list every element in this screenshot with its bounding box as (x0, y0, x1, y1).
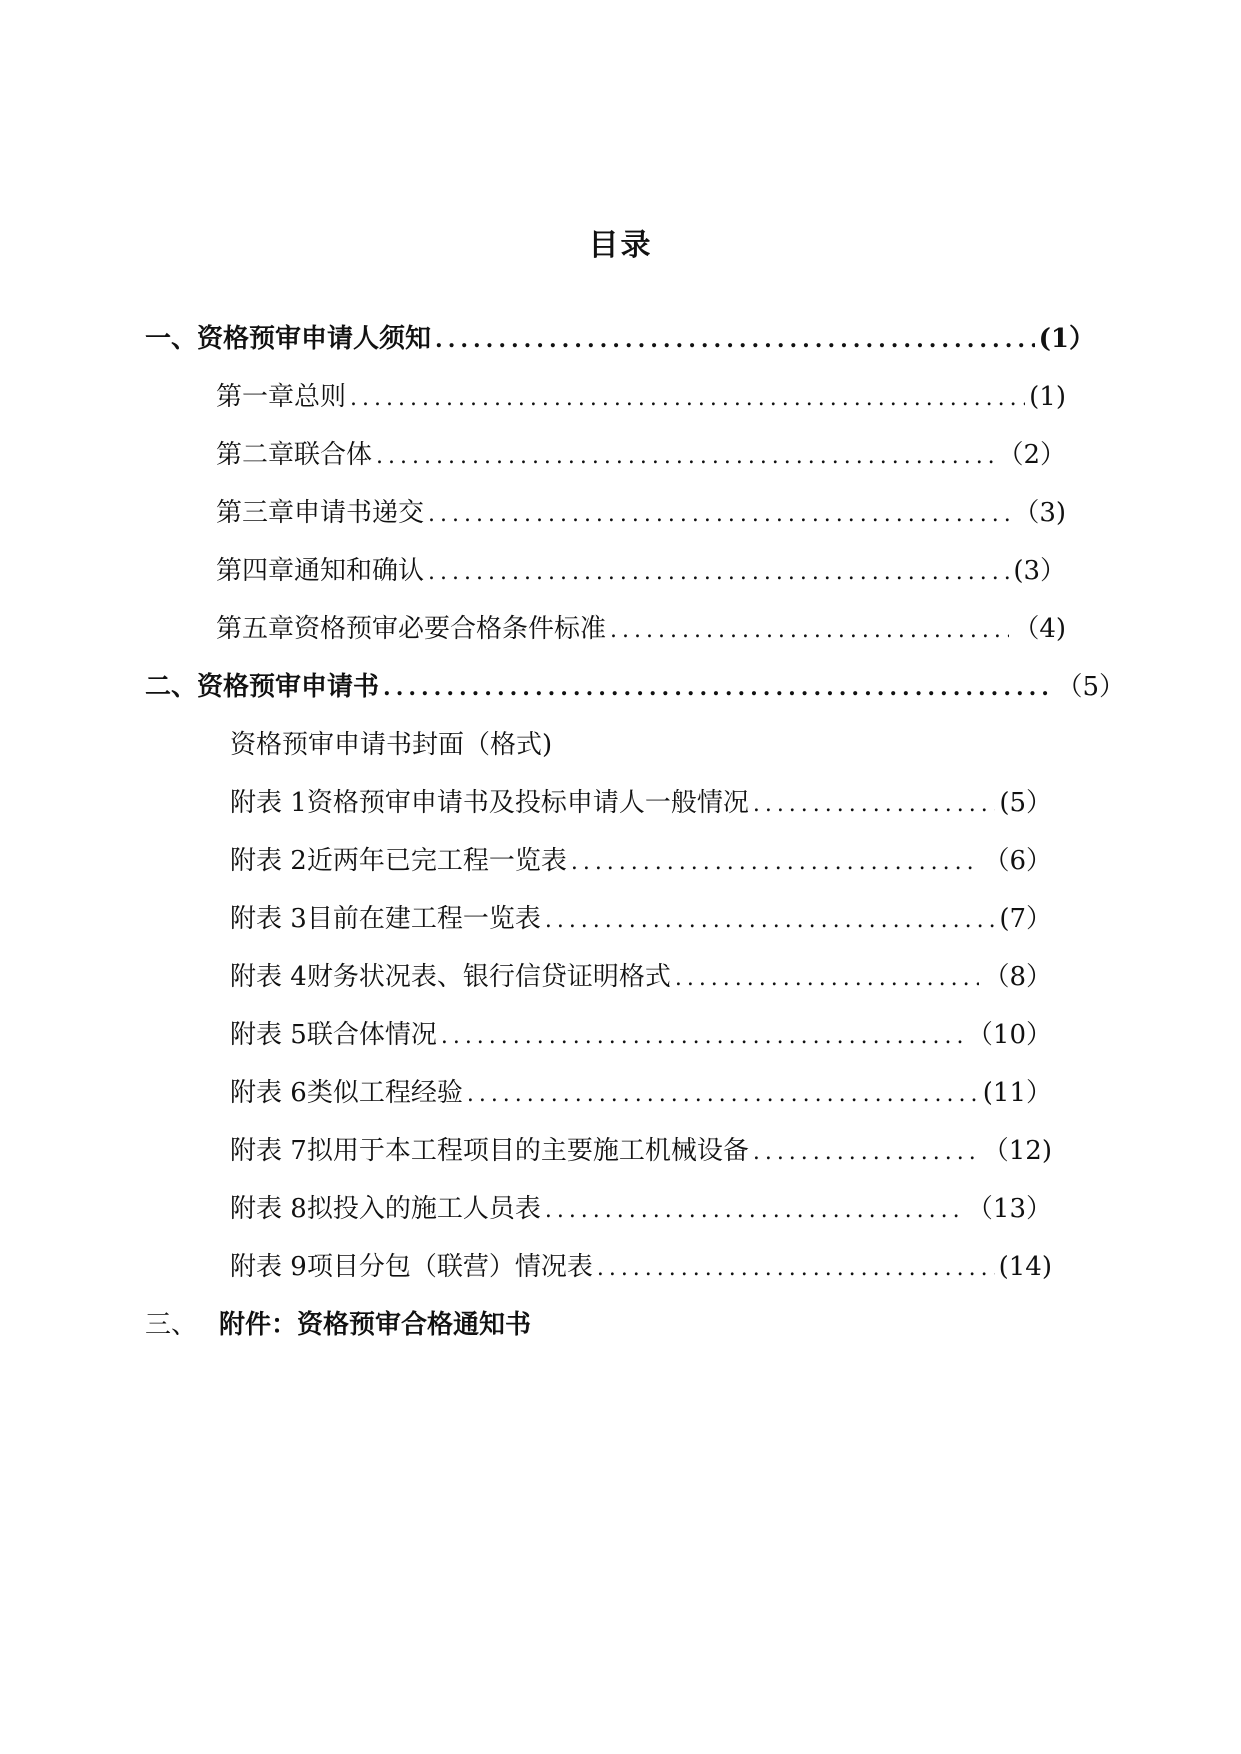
leader-dots (571, 852, 980, 874)
toc-section-3[interactable] (145, 1304, 1095, 1341)
attachment-prefix: 附表 5 (230, 1020, 307, 1050)
attachment-page: (5） (999, 788, 1052, 818)
section-page: （5） (1056, 672, 1125, 702)
attachment-label: 资格预审申请书及投标申请人一般情况 (306, 788, 749, 818)
attachment-page: （8） (983, 962, 1052, 992)
attachment-prefix: 附表 6 (230, 1078, 307, 1108)
section-label: 资格预审申请书 (197, 672, 380, 702)
section-number: 二、 (145, 672, 198, 702)
chapter-label: 资格预审必要合格条件标准 (294, 614, 607, 644)
toc-attachment-7[interactable] (230, 1130, 1052, 1167)
leader-dots (383, 677, 1052, 699)
leader-dots (441, 1026, 963, 1048)
leader-dots (435, 329, 1035, 351)
leader-dots (467, 1084, 979, 1106)
attachment-label: 拟用于本工程项目的主要施工机械设备 (306, 1136, 749, 1166)
section-label: 资格预审申请人须知 (197, 324, 432, 354)
leader-dots (545, 910, 995, 932)
chapter-page: （2） (997, 440, 1066, 470)
toc-attachment-4[interactable] (230, 956, 1052, 993)
chapter-prefix: 第五章 (216, 614, 295, 644)
section-number: 一、 (145, 324, 198, 354)
chapter-prefix: 第四章 (216, 556, 295, 586)
attachment-prefix: 附表 7 (230, 1136, 307, 1166)
toc-attachment-2[interactable] (230, 840, 1052, 877)
toc-cover-entry[interactable] (230, 724, 1052, 761)
chapter-label: 联合体 (294, 440, 373, 470)
attachment-label: 类似工程经验 (306, 1078, 463, 1108)
cover-label: 资格预审申请书封面（格式) (230, 730, 553, 760)
attachment-label: 联合体情况 (306, 1020, 437, 1050)
attachment-prefix: 附表 8 (230, 1194, 307, 1224)
chapter-label: 通知和确认 (294, 556, 425, 586)
toc-section-1[interactable] (145, 318, 1095, 355)
toc-chapter-5[interactable] (216, 608, 1066, 645)
attachment-page: （12) (982, 1136, 1052, 1166)
attachment-prefix: 附表 1 (230, 788, 307, 818)
chapter-page: （4) (1013, 614, 1066, 644)
section-number: 三、 (145, 1310, 198, 1340)
toc-attachment-6[interactable] (230, 1072, 1052, 1109)
attachment-prefix: 附表 9 (230, 1252, 307, 1282)
chapter-page: (3） (1013, 556, 1066, 586)
toc-attachment-9[interactable] (230, 1246, 1052, 1283)
leader-dots (350, 388, 1025, 410)
chapter-page: (1) (1029, 382, 1066, 412)
attachment-page: (14) (998, 1252, 1052, 1282)
toc-chapter-2[interactable] (216, 434, 1066, 471)
chapter-label: 总则 (294, 382, 347, 412)
toc-section-2[interactable] (145, 666, 1125, 703)
leader-dots (675, 968, 980, 990)
attachment-label: 目前在建工程一览表 (306, 904, 541, 934)
section-label: 附件：资格预审合格通知书 (219, 1310, 532, 1340)
toc-attachment-3[interactable] (230, 898, 1052, 935)
chapter-prefix: 第三章 (216, 498, 295, 528)
section-page: (1） (1038, 324, 1095, 354)
leader-dots (545, 1200, 963, 1222)
attachment-prefix: 附表 4 (230, 962, 307, 992)
leader-dots (753, 794, 995, 816)
attachment-label: 项目分包（联营）情况表 (306, 1252, 593, 1282)
toc-chapter-1[interactable] (216, 376, 1066, 413)
chapter-page: （3) (1013, 498, 1066, 528)
leader-dots (376, 446, 993, 468)
leader-dots (428, 504, 1009, 526)
leader-dots (610, 620, 1009, 642)
attachment-page: （10） (966, 1020, 1052, 1050)
leader-dots (753, 1142, 979, 1164)
attachment-prefix: 附表 3 (230, 904, 307, 934)
toc-chapter-4[interactable] (216, 550, 1066, 587)
toc-chapter-3[interactable] (216, 492, 1066, 529)
leader-dots (428, 562, 1009, 584)
attachment-prefix: 附表 2 (230, 846, 307, 876)
attachment-page: （13） (966, 1194, 1052, 1224)
attachment-label: 财务状况表、银行信贷证明格式 (306, 962, 671, 992)
toc-attachment-5[interactable] (230, 1014, 1052, 1051)
attachment-label: 近两年已完工程一览表 (306, 846, 567, 876)
leader-dots (597, 1258, 995, 1280)
attachment-page: (11） (982, 1078, 1052, 1108)
chapter-prefix: 第二章 (216, 440, 295, 470)
attachment-page: （6） (983, 846, 1052, 876)
page-title: 目录 (588, 228, 653, 263)
attachment-label: 拟投入的施工人员表 (306, 1194, 541, 1224)
attachment-page: (7） (999, 904, 1052, 934)
chapter-prefix: 第一章 (216, 382, 295, 412)
chapter-label: 申请书递交 (294, 498, 425, 528)
toc-attachment-1[interactable] (230, 782, 1052, 819)
toc-attachment-8[interactable] (230, 1188, 1052, 1225)
